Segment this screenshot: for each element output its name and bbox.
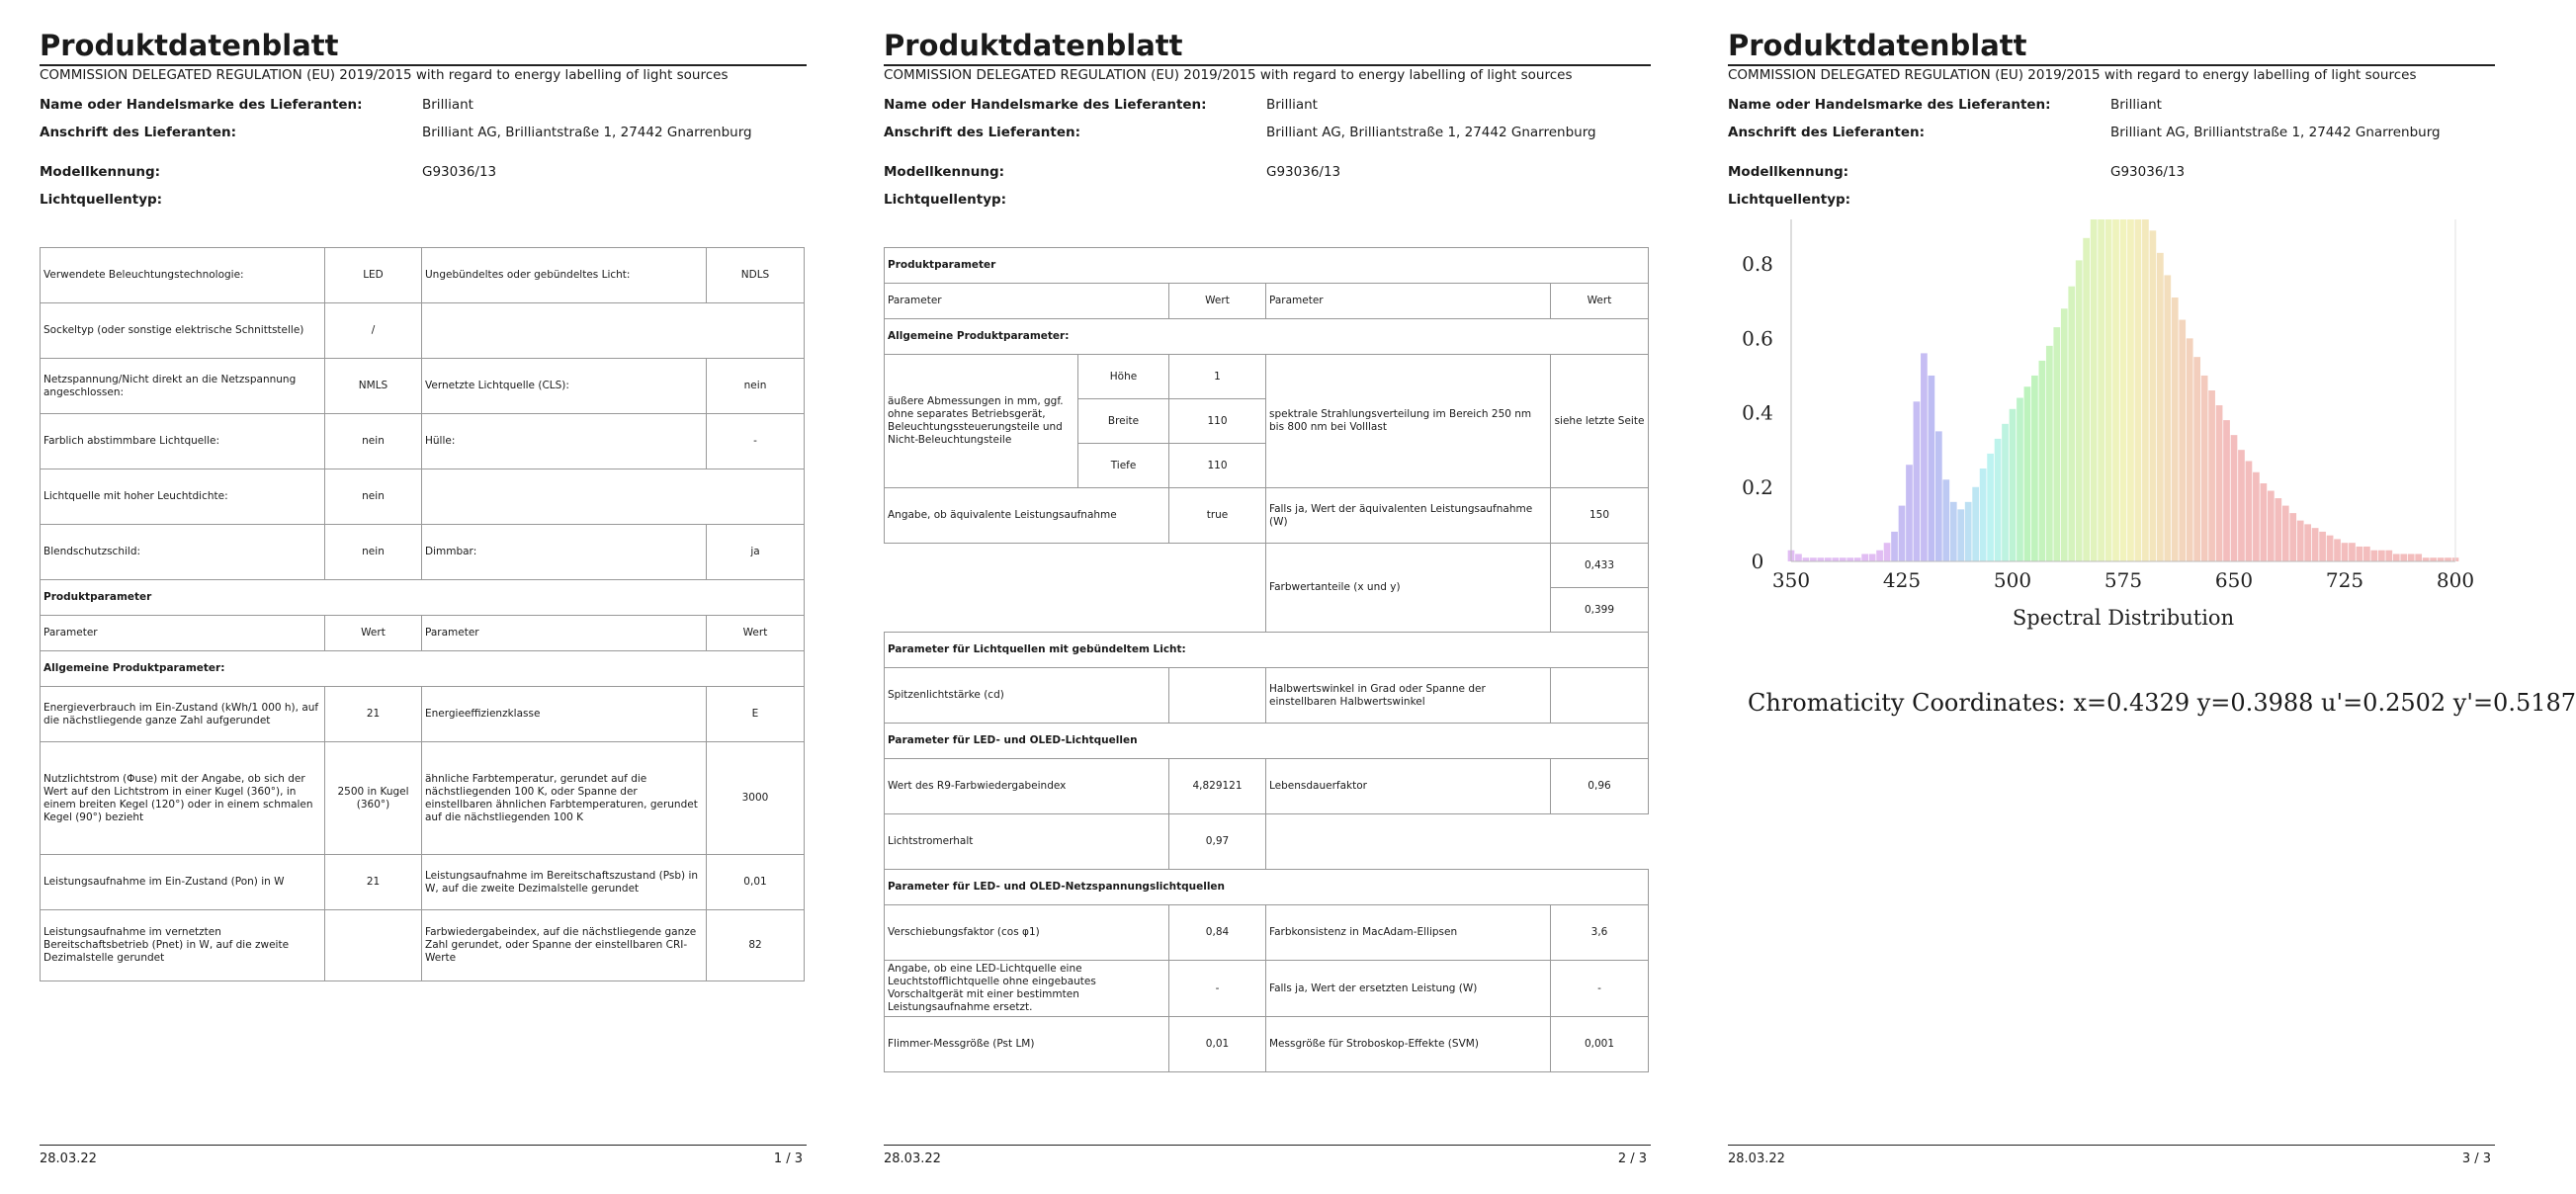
x-tick-label: 725	[2325, 568, 2364, 592]
spectrum-bar	[2349, 543, 2356, 561]
spectrum-bar	[2268, 491, 2275, 561]
supplier-address-value: Brilliant AG, Brilliantstraße 1, 27442 Gnarrenburg	[1266, 125, 1596, 140]
spectrum-bar	[1957, 509, 1964, 561]
table-cell: Leistungsaufnahme im vernetzten Bereitschaftsbetrieb (Pnet) in W, auf die zweite Dezimalstelle gerundet	[41, 910, 325, 981]
spectrum-bar	[2231, 435, 2238, 561]
table-cell: Netzspannung/Nicht direkt an die Netzspannung angeschlossen:	[41, 359, 325, 414]
table-cell: 21	[325, 687, 422, 742]
spectrum-bar	[1876, 551, 1883, 561]
table-row	[41, 855, 805, 910]
table-cell: NMLS	[325, 359, 422, 414]
dimension-name: Tiefe	[1078, 444, 1169, 488]
spectrum-bar	[2002, 424, 2009, 561]
column-header: Wert	[707, 616, 805, 651]
spectrum-bar	[2378, 551, 2385, 561]
spectrum-bar	[2363, 547, 2370, 561]
table-cell: Farbkonsistenz in MacAdam-Ellipsen	[1266, 905, 1551, 961]
spectrum-bar	[2193, 357, 2200, 561]
spectrum-bar	[2098, 219, 2104, 561]
x-tick-label: 575	[2104, 568, 2143, 592]
table-cell: 0,96	[1551, 759, 1649, 814]
page-number: 3 / 3	[2461, 1151, 2491, 1166]
table-cell: Nutzlichtstrom (Φuse) mit der Angabe, ob sich der Wert auf den Lichtstrom in einer Kugel (360°), in einem breiten Kegel (120°) oder in einem schmalen Kegel (90°) bezieht	[41, 742, 325, 855]
table-cell	[1169, 668, 1266, 724]
spectrum-bar	[2408, 554, 2415, 561]
datasheet-page-3	[1728, 0, 2576, 1194]
model-id-label: Modellkennung:	[884, 164, 1005, 180]
spectrum-bar	[2289, 513, 2296, 561]
section-header-row	[885, 633, 1649, 668]
table-cell	[1266, 814, 1649, 870]
table-cell: -	[1169, 961, 1266, 1017]
table-cell: Lebensdauerfaktor	[1266, 759, 1551, 814]
table-cell: Wert des R9-Farbwiedergabeindex	[885, 759, 1169, 814]
spectrum-bar	[1914, 401, 1921, 561]
spectrum-bar	[2172, 298, 2179, 561]
spectrum-bar	[2091, 219, 2098, 561]
table-cell: NDLS	[707, 248, 805, 303]
footer-date: 28.03.22	[1728, 1151, 1785, 1166]
supplier-address-value: Brilliant AG, Brilliantstraße 1, 27442 Gnarrenburg	[422, 125, 752, 140]
spectrum-bar	[2142, 219, 2149, 561]
section-header-row	[41, 580, 805, 616]
spectrum-bar	[2157, 253, 2164, 561]
column-header-row	[41, 616, 805, 651]
supplier-name-label: Name oder Handelsmarke des Lieferanten:	[1728, 97, 2051, 113]
datasheet-page-1	[40, 0, 807, 1194]
section-header-row	[885, 870, 1649, 905]
table-row	[885, 961, 1649, 1017]
spectrum-bar	[1987, 454, 1994, 561]
spectrum-bar	[2385, 551, 2392, 561]
table-cell: 0,01	[707, 855, 805, 910]
spectrum-bar	[2179, 320, 2186, 561]
spectrum-bar	[1980, 469, 1987, 561]
dimension-value: 110	[1169, 399, 1266, 444]
column-header: Parameter	[1266, 284, 1551, 319]
spectrum-bar	[1846, 557, 1853, 561]
column-header: Wert	[1169, 284, 1266, 319]
table-cell: Farbwiedergabeindex, auf die nächstliegende ganze Zahl gerundet, oder Spanne der einstellbaren CRI-Werte	[422, 910, 707, 981]
table-row	[41, 248, 805, 303]
table-cell: Falls ja, Wert der ersetzten Leistung (W)	[1266, 961, 1551, 1017]
table-row	[885, 488, 1649, 544]
spectrum-bar	[2393, 554, 2400, 561]
table-cell: ähnliche Farbtemperatur, gerundet auf die nächstliegenden 100 K, oder Spanne der einstellbaren ähnlichen Farbtemperaturen, gerundet auf die nächstliegenden 100 K	[422, 742, 707, 855]
x-axis-label: Spectral Distribution	[2012, 606, 2235, 630]
table-row	[41, 687, 805, 742]
section-header-row	[885, 724, 1649, 759]
dimension-name: Breite	[1078, 399, 1169, 444]
table-row	[885, 814, 1649, 870]
spectrum-bar	[2312, 528, 2319, 561]
column-header: Parameter	[422, 616, 707, 651]
x-tick-label: 800	[2436, 568, 2475, 592]
section-header: Produktparameter	[885, 248, 1649, 284]
table-row	[41, 469, 805, 525]
x-tick-label: 500	[1993, 568, 2032, 592]
table-cell: Sockeltyp (oder sonstige elektrische Schnittstelle)	[41, 303, 325, 359]
spectrum-bar	[2024, 386, 2031, 561]
table-cell: -	[1551, 961, 1649, 1017]
column-header: Parameter	[885, 284, 1169, 319]
table-row	[885, 905, 1649, 961]
column-header: Wert	[1551, 284, 1649, 319]
table-cell	[325, 910, 422, 981]
table-cell: siehe letzte Seite	[1551, 355, 1649, 488]
table-cell: Verschiebungsfaktor (cos φ1)	[885, 905, 1169, 961]
footer-date: 28.03.22	[884, 1151, 941, 1166]
column-header: Parameter	[41, 616, 325, 651]
spectrum-bar	[2371, 551, 2378, 561]
spectrum-bar	[2223, 420, 2230, 561]
table-cell: 0,97	[1169, 814, 1266, 870]
spectrum-bar	[2238, 450, 2245, 561]
table-row	[885, 1017, 1649, 1072]
spectrum-bar	[1891, 532, 1898, 561]
page-footer	[1728, 1145, 2495, 1166]
light-source-type-label: Lichtquellentyp:	[40, 192, 163, 208]
dimension-name: Höhe	[1078, 355, 1169, 399]
table-cell	[422, 469, 805, 525]
table-cell: 3000	[707, 742, 805, 855]
table-cell: 2500 in Kugel (360°)	[325, 742, 422, 855]
spectrum-bar	[1884, 543, 1891, 561]
spectrum-bar	[1972, 487, 1979, 561]
dimension-value: 110	[1169, 444, 1266, 488]
spectrum-bar	[2150, 230, 2157, 561]
table-cell: nein	[325, 525, 422, 580]
spectrum-bar	[2261, 483, 2268, 561]
table-row	[41, 414, 805, 469]
table-cell: Angabe, ob eine LED-Lichtquelle eine Leuchtstofflichtquelle ohne eingebautes Vorschaltgerät mit einer bestimmten Leistungsaufnahme ersetzt.	[885, 961, 1169, 1017]
supplier-address-label: Anschrift des Lieferanten:	[40, 125, 236, 140]
product-parameters-table	[884, 247, 1649, 1072]
spectrum-bar	[2246, 461, 2253, 561]
y-tick-label: 0.6	[1742, 326, 1773, 351]
spectrum-bar	[2068, 287, 2075, 561]
spectrum-bar	[2342, 543, 2349, 561]
datasheet-page-2	[884, 0, 1651, 1194]
spectrum-bar	[2275, 498, 2281, 561]
spectrum-bar	[2327, 536, 2334, 561]
model-id-value: G93036/13	[422, 164, 497, 180]
color-y-value: 0,399	[1551, 588, 1649, 633]
dimensions-label: äußere Abmessungen in mm, ggf. ohne separates Betriebsgerät, Beleuchtungssteuerungsteile und Nicht-Beleuchtungsteile	[885, 355, 1078, 488]
spectrum-bar	[1935, 431, 1942, 561]
spectrum-bar	[1929, 376, 1935, 561]
x-tick-label: 650	[2214, 568, 2254, 592]
table-cell: 21	[325, 855, 422, 910]
spectrum-bar	[1950, 502, 1957, 561]
table-cell	[885, 544, 1266, 633]
spectrum-bar	[1825, 557, 1832, 561]
table-cell: 0,001	[1551, 1017, 1649, 1072]
table-cell: Ungebündeltes oder gebündeltes Licht:	[422, 248, 707, 303]
supplier-name-value: Brilliant	[2110, 97, 2162, 113]
table-row	[41, 303, 805, 359]
x-tick-label: 425	[1882, 568, 1922, 592]
supplier-address-label: Anschrift des Lieferanten:	[1728, 125, 1925, 140]
table-cell: 4,829121	[1169, 759, 1266, 814]
table-cell: 0,01	[1169, 1017, 1266, 1072]
spectrum-bar	[1995, 439, 2002, 561]
spectrum-bar	[2061, 308, 2068, 561]
spectrum-bar	[2415, 554, 2422, 561]
model-id-label: Modellkennung:	[1728, 164, 1849, 180]
table-cell: Verwendete Beleuchtungstechnologie:	[41, 248, 325, 303]
spectrum-bar	[2216, 405, 2223, 561]
supplier-name-label: Name oder Handelsmarke des Lieferanten:	[884, 97, 1207, 113]
spectrum-bar	[1921, 353, 1928, 561]
table-row	[885, 355, 1649, 399]
table-cell: 82	[707, 910, 805, 981]
spectrum-bar	[1906, 465, 1913, 561]
regulation-text: COMMISSION DELEGATED REGULATION (EU) 2019/2015 with regard to energy labelling of light sources	[40, 67, 729, 83]
spectrum-bar	[1803, 557, 1810, 561]
spectrum-bar	[2120, 219, 2127, 561]
spectrum-bar	[2164, 275, 2171, 561]
table-cell: true	[1169, 488, 1266, 544]
product-info-table	[40, 247, 805, 981]
page-title: Produktdatenblatt	[40, 28, 807, 66]
spectrum-bar	[2430, 557, 2437, 561]
x-tick-label: 350	[1771, 568, 1811, 592]
y-tick-label: 0	[1751, 550, 1764, 573]
table-cell: nein	[325, 469, 422, 525]
supplier-address-label: Anschrift des Lieferanten:	[884, 125, 1080, 140]
footer-date: 28.03.22	[40, 1151, 97, 1166]
spectrum-bar	[2105, 219, 2112, 561]
y-tick-label: 0.4	[1742, 400, 1773, 425]
spectrum-bar	[2445, 557, 2451, 561]
table-cell: Flimmer-Messgröße (Pst LM)	[885, 1017, 1169, 1072]
spectrum-bar	[2053, 327, 2060, 561]
table-cell: nein	[707, 359, 805, 414]
spectrum-bar	[2438, 557, 2445, 561]
supplier-address-value: Brilliant AG, Brilliantstraße 1, 27442 Gnarrenburg	[2110, 125, 2441, 140]
spectrum-bar	[2076, 260, 2083, 561]
table-cell: Halbwertswinkel in Grad oder Spanne der einstellbaren Halbwertswinkel	[1266, 668, 1551, 724]
page-number: 2 / 3	[1617, 1151, 1647, 1166]
spectrum-bar	[2039, 361, 2046, 561]
spectrum-bar	[2046, 346, 2053, 561]
table-cell: 150	[1551, 488, 1649, 544]
supplier-name-value: Brilliant	[1266, 97, 1318, 113]
subsection-header: Allgemeine Produktparameter:	[885, 319, 1649, 355]
supplier-name-value: Brilliant	[422, 97, 473, 113]
spectrum-bar	[2253, 472, 2260, 561]
table-cell: 0,84	[1169, 905, 1266, 961]
spectrum-bar	[1899, 506, 1906, 561]
spectrum-bar	[2400, 554, 2407, 561]
table-row	[41, 525, 805, 580]
section-header-row	[885, 248, 1649, 284]
table-cell: Messgröße für Stroboskop-Effekte (SVM)	[1266, 1017, 1551, 1072]
y-tick-label: 0.2	[1742, 474, 1773, 499]
table-cell: Farblich abstimmbare Lichtquelle:	[41, 414, 325, 469]
y-tick-label: 0.8	[1742, 252, 1773, 277]
table-cell: 3,6	[1551, 905, 1649, 961]
subsection-header-row	[885, 319, 1649, 355]
spectrum-bar	[1861, 554, 1868, 561]
section-header: Parameter für Lichtquellen mit gebündeltem Licht:	[885, 633, 1649, 668]
table-cell: Blendschutzschild:	[41, 525, 325, 580]
spectrum-bar	[1840, 557, 1846, 561]
subsection-header: Allgemeine Produktparameter:	[41, 651, 805, 687]
spectrum-bar	[1795, 554, 1802, 561]
spectrum-bar	[1965, 502, 1972, 561]
spectrum-bar	[2187, 338, 2193, 561]
spectrum-bar	[1818, 557, 1825, 561]
table-cell: Leistungsaufnahme im Ein-Zustand (Pon) in W	[41, 855, 325, 910]
table-cell: E	[707, 687, 805, 742]
table-cell: spektrale Strahlungsverteilung im Bereich 250 nm bis 800 nm bei Volllast	[1266, 355, 1551, 488]
spectrum-bar	[2319, 532, 2326, 561]
table-cell: Angabe, ob äquivalente Leistungsaufnahme	[885, 488, 1169, 544]
table-cell: Lichtstromerhalt	[885, 814, 1169, 870]
model-id-value: G93036/13	[1266, 164, 1341, 180]
color-x-value: 0,433	[1551, 544, 1649, 588]
spectrum-bar	[2297, 521, 2304, 561]
spectrum-bar	[2112, 219, 2119, 561]
spectrum-bar	[1942, 479, 1949, 561]
section-header: Parameter für LED- und OLED-Netzspannungslichtquellen	[885, 870, 1649, 905]
spectrum-bar	[2208, 390, 2215, 561]
table-cell: /	[325, 303, 422, 359]
spectrum-bar	[2031, 376, 2038, 561]
spectrum-bar	[2135, 219, 2142, 561]
spectrum-bar	[1854, 557, 1861, 561]
regulation-text: COMMISSION DELEGATED REGULATION (EU) 2019/2015 with regard to energy labelling of light sources	[1728, 67, 2417, 83]
section-header: Produktparameter	[41, 580, 805, 616]
spectrum-bar	[2423, 557, 2430, 561]
light-source-type-label: Lichtquellentyp:	[884, 192, 1007, 208]
table-cell: Farbwertanteile (x und y)	[1266, 544, 1551, 633]
page-title: Produktdatenblatt	[1728, 28, 2495, 66]
regulation-text: COMMISSION DELEGATED REGULATION (EU) 2019/2015 with regard to energy labelling of light sources	[884, 67, 1573, 83]
page-title: Produktdatenblatt	[884, 28, 1651, 66]
table-cell: ja	[707, 525, 805, 580]
spectrum-bar	[2304, 524, 2311, 561]
column-header-row	[885, 284, 1649, 319]
spectrum-bar	[2010, 409, 2017, 561]
table-row	[41, 359, 805, 414]
page-footer	[884, 1145, 1651, 1166]
table-cell: LED	[325, 248, 422, 303]
table-cell: Dimmbar:	[422, 525, 707, 580]
table-row	[885, 668, 1649, 724]
page-footer	[40, 1145, 807, 1166]
spectrum-bar	[1869, 554, 1876, 561]
model-id-value: G93036/13	[2110, 164, 2186, 180]
spectrum-bar	[2201, 376, 2208, 561]
table-cell: Falls ja, Wert der äquivalenten Leistungsaufnahme (W)	[1266, 488, 1551, 544]
table-cell: nein	[325, 414, 422, 469]
dimension-value: 1	[1169, 355, 1266, 399]
spectrum-bar	[2357, 547, 2363, 561]
supplier-name-label: Name oder Handelsmarke des Lieferanten:	[40, 97, 363, 113]
table-cell: Energieverbrauch im Ein-Zustand (kWh/1 000 h), auf die nächstliegende ganze Zahl aufgerundet	[41, 687, 325, 742]
spectrum-bar	[1810, 557, 1817, 561]
spectrum-bar	[2282, 506, 2289, 561]
table-row	[41, 742, 805, 855]
table-cell	[422, 303, 805, 359]
table-row	[885, 544, 1649, 588]
spectral-distribution-chart	[1728, 213, 2495, 648]
model-id-label: Modellkennung:	[40, 164, 161, 180]
table-cell: Energieeffizienzklasse	[422, 687, 707, 742]
table-cell: Hülle:	[422, 414, 707, 469]
subsection-header-row	[41, 651, 805, 687]
spectrum-bar	[2127, 219, 2134, 561]
table-cell: -	[707, 414, 805, 469]
spectrum-bar	[2017, 398, 2023, 561]
page-number: 1 / 3	[773, 1151, 803, 1166]
table-cell: Vernetzte Lichtquelle (CLS):	[422, 359, 707, 414]
table-cell: Lichtquelle mit hoher Leuchtdichte:	[41, 469, 325, 525]
spectrum-bar	[2334, 539, 2341, 561]
section-header: Parameter für LED- und OLED-Lichtquellen	[885, 724, 1649, 759]
chromaticity-coordinates: Chromaticity Coordinates: x=0.4329 y=0.3988 u'=0.2502 y'=0.5187	[1748, 689, 2576, 717]
spectrum-bar	[1832, 557, 1839, 561]
column-header: Wert	[325, 616, 422, 651]
table-cell	[1551, 668, 1649, 724]
table-row	[885, 759, 1649, 814]
light-source-type-label: Lichtquellentyp:	[1728, 192, 1851, 208]
table-cell: Leistungsaufnahme im Bereitschaftszustand (Psb) in W, auf die zweite Dezimalstelle gerundet	[422, 855, 707, 910]
table-row	[41, 910, 805, 981]
spectrum-bar	[2083, 238, 2090, 561]
table-cell: Spitzenlichtstärke (cd)	[885, 668, 1169, 724]
